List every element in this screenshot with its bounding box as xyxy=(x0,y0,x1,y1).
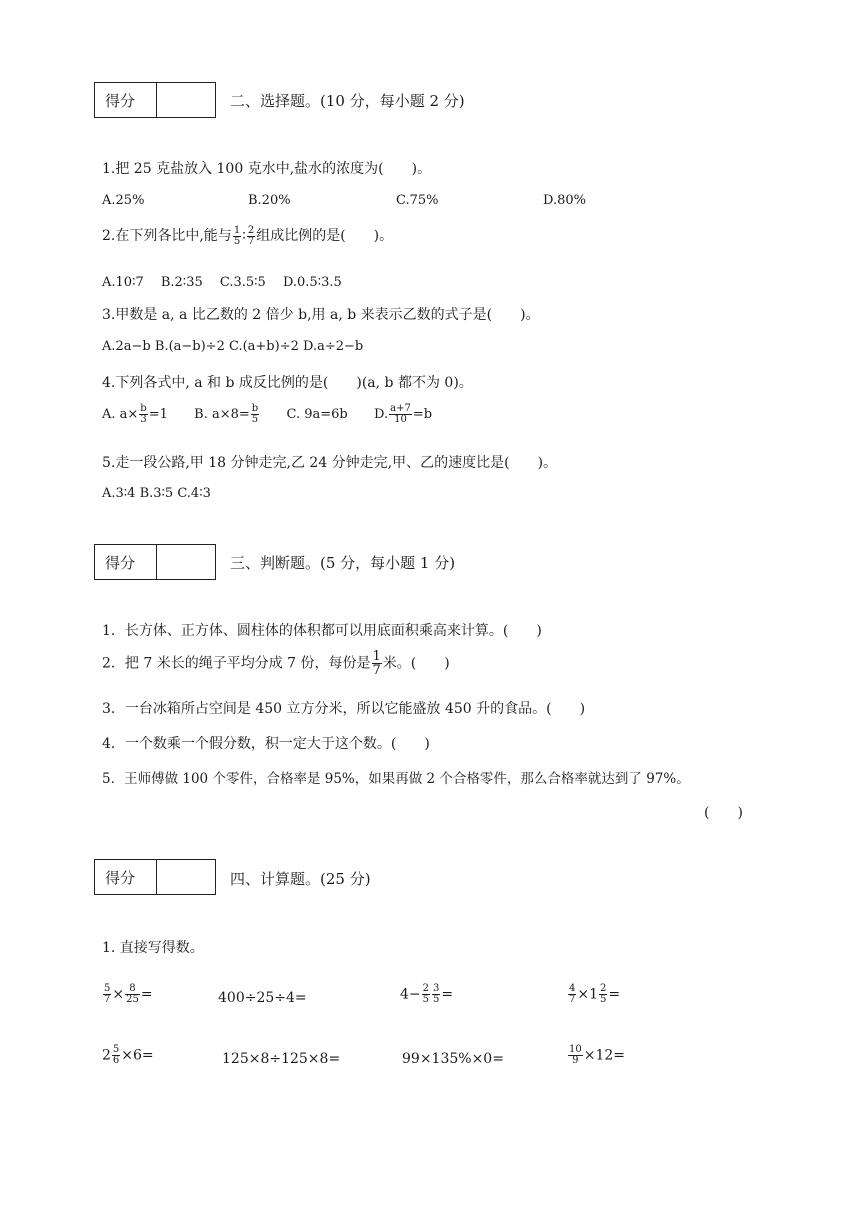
fraction: $\frac{b}{3}$ xyxy=(140,403,147,425)
choice-q1-option-b: B.20% xyxy=(248,193,291,208)
calc-r2-c3: 99×135%×0= xyxy=(402,1051,504,1067)
fraction: $\frac{2}{7}$ xyxy=(247,224,255,247)
fraction: $\frac{8}{25}$ xyxy=(126,983,139,1005)
q4-option-d: D. xyxy=(374,407,389,422)
judge-q3: 3．一台冰箱所占空间是 450 立方分米，所以它能盛放 450 升的食品。( ) xyxy=(102,701,586,717)
choice-q1-option-c: C.75% xyxy=(396,193,439,208)
choice-q5-options: A.3∶4 B.3∶5 C.4∶3 xyxy=(102,486,211,501)
score-label: 得分 xyxy=(95,860,157,894)
fraction: $\frac{1}{7}$ xyxy=(372,649,381,678)
score-box-judge xyxy=(94,544,216,580)
score-label: 得分 xyxy=(95,545,157,579)
score-value-field[interactable] xyxy=(157,545,215,579)
calc-r1-c1: $\frac{5}{7}$ × $\frac{8}{25}$ = xyxy=(104,983,153,1005)
q4-option-a: A. a× xyxy=(102,407,139,422)
score-box-calc xyxy=(94,859,216,895)
judge-q2: 2．把 7 米长的绳子平均分成 7 份，每份是 $\frac{1}{7}$ 米。( ) xyxy=(102,649,450,678)
q4-option-c: C. 9a=6b xyxy=(286,407,348,422)
ratio-colon: ∶ xyxy=(242,228,246,244)
fraction: $\frac{b}{5}$ xyxy=(251,403,259,425)
fraction: $\frac{2}{5}$ xyxy=(600,983,607,1005)
judge-q5: 5．王师傅做 100 个零件，合格率是 95%，如果再做 2 个合格零件，那么合格率就达到了 97%。 xyxy=(102,771,690,787)
section-title-choice: 二、选择题。(10 分，每小题 2 分) xyxy=(230,92,465,110)
judge-q4: 4．一个数乘一个假分数，积一定大于这个数。( ) xyxy=(102,736,430,752)
q2-text-pre: 2.在下列各比中,能与 xyxy=(102,228,232,244)
calc-r2-c1: 2 $\frac{5}{6}$ ×6= xyxy=(102,1044,154,1066)
fraction: $\frac{10}{9}$ xyxy=(569,1044,582,1066)
fraction: $\frac{2}{5}$ xyxy=(422,983,430,1005)
choice-q2-options: A.10∶7 B.2∶35 C.3.5∶5 D.0.5∶3.5 xyxy=(102,275,342,290)
fraction: $\frac{a+7}{10}$ xyxy=(390,403,411,425)
calc-r1-c2: 400÷25÷4= xyxy=(218,990,307,1006)
calc-r2-c4: $\frac{10}{9}$ ×12= xyxy=(569,1044,626,1066)
q4-option-b: B. a×8= xyxy=(194,407,250,422)
q2-text-post: 组成比例的是( )。 xyxy=(256,228,394,244)
fraction: $\frac{4}{7}$ xyxy=(569,983,576,1005)
fraction: $\frac{5}{6}$ xyxy=(112,1044,120,1066)
score-label: 得分 xyxy=(95,83,157,117)
choice-q1-option-d: D.80% xyxy=(543,193,586,208)
fraction: $\frac{5}{7}$ xyxy=(104,983,111,1005)
fraction: $\frac{3}{5}$ xyxy=(433,983,440,1005)
choice-q3-options: A.2a−b B.(a−b)÷2 C.(a+b)÷2 D.a÷2−b xyxy=(102,339,364,354)
judge-q1: 1．长方体、正方体、圆柱体的体积都可以用底面积乘高来计算。( ) xyxy=(102,623,542,639)
calc-r1-c4: $\frac{4}{7}$ ×1 $\frac{2}{5}$ = xyxy=(569,983,621,1005)
calc-r1-c3: 4− $\frac{2}{5}$ $\frac{3}{5}$ = xyxy=(400,983,454,1005)
calc-sub1-title: 1. 直接写得数。 xyxy=(102,940,204,956)
choice-q4-options: A. a× $\frac{b}{3}$ =1 B. a×8= $\frac{b}{5}$ C. 9a=6b D. $\frac{a+7}{10}$ =b xyxy=(102,403,433,425)
choice-q3: 3.甲数是 a, a 比乙数的 2 倍少 b,用 a, b 来表示乙数的式子是( )。 xyxy=(102,307,540,323)
fraction: $\frac{1}{5}$ xyxy=(233,224,241,247)
choice-q1-option-a: A.25% xyxy=(102,193,145,208)
calc-r2-c2: 125×8÷125×8= xyxy=(222,1051,341,1067)
section-title-calc: 四、计算题。(25 分) xyxy=(230,870,371,888)
choice-q5: 5.走一段公路,甲 18 分钟走完,乙 24 分钟走完,甲、乙的速度比是( )。 xyxy=(102,455,558,471)
choice-q1: 1.把 25 克盐放入 100 克水中,盐水的浓度为( )。 xyxy=(102,161,432,177)
score-value-field[interactable] xyxy=(157,860,215,894)
section-title-judge: 三、判断题。(5 分，每小题 1 分) xyxy=(230,554,456,572)
choice-q2 xyxy=(102,225,393,247)
choice-q4: 4.下列各式中, a 和 b 成反比例的是( )(a, b 都不为 0)。 xyxy=(102,375,473,391)
judge-q5-answer-paren: ( ) xyxy=(704,805,743,821)
score-box-choice xyxy=(94,82,216,118)
score-value-field[interactable] xyxy=(157,83,215,117)
